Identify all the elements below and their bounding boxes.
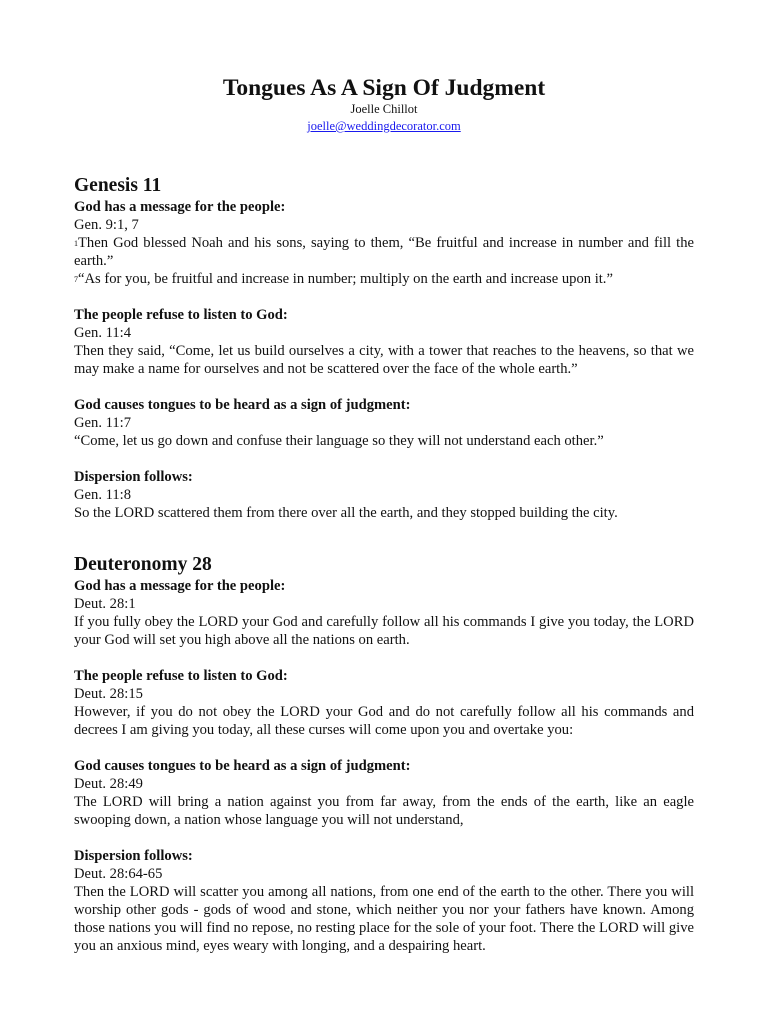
verse-body: Then God blessed Noah and his sons, saying to them, “Be fruitful and increase in number and fill the earth.” — [74, 235, 694, 269]
subsection-heading: God has a message for the people: — [74, 199, 286, 215]
subsection-message — [74, 198, 694, 288]
subsection-heading: God has a message for the people: — [74, 578, 286, 594]
subsection-dispersion — [74, 847, 694, 955]
scripture-reference: Deut. 28:64-65 — [74, 866, 163, 882]
section-genesis-11 — [74, 174, 694, 522]
subsection-heading: Dispersion follows: — [74, 469, 193, 485]
scripture-text: So the LORD scattered them from there over all the earth, and they stopped building the city. — [74, 505, 618, 521]
subsection-message — [74, 577, 694, 649]
verse-text — [74, 270, 694, 288]
scripture-reference: Gen. 11:4 — [74, 325, 132, 341]
verse-number: 1 — [74, 239, 78, 248]
scripture-reference: Deut. 28:15 — [74, 686, 143, 702]
scripture-text: If you fully obey the LORD your God and carefully follow all his commands I give you today, the LORD your God will set you high above all the nations on earth. — [74, 614, 694, 648]
scripture-text: Then the LORD will scatter you among all nations, from one end of the earth to the other. There you will worship other gods - gods of wood and stone, which neither you nor your fathers have known. Among those nations you will find no repose, no resting place for the sole of your foot. There the LORD will give you an anxious mind, eyes weary with longing, and a despairing heart. — [74, 884, 694, 954]
subsection-refuse — [74, 667, 694, 739]
author-email-link[interactable]: joelle@weddingdecorator.com — [307, 119, 461, 133]
chapter-heading: Genesis 11 — [74, 175, 162, 196]
subsection-heading: God causes tongues to be heard as a sign of judgment: — [74, 758, 411, 774]
scripture-reference: Gen. 11:8 — [74, 487, 132, 503]
subsection-tongues — [74, 757, 694, 829]
scripture-reference: Deut. 28:49 — [74, 776, 143, 792]
scripture-reference: Gen. 11:7 — [74, 415, 132, 431]
subsection-refuse — [74, 306, 694, 378]
subsection-heading: The people refuse to listen to God: — [74, 307, 288, 323]
verse-number: 7 — [74, 275, 78, 284]
subsection-heading: God causes tongues to be heard as a sign of judgment: — [74, 397, 411, 413]
scripture-text: Then they said, “Come, let us build ourselves a city, with a tower that reaches to the heavens, so that we may make a name for ourselves and not be scattered over the face of the whole earth.” — [74, 343, 694, 377]
subsection-dispersion — [74, 468, 694, 522]
scripture-reference: Gen. 9:1, 7 — [74, 217, 139, 233]
scripture-text: The LORD will bring a nation against you from far away, from the ends of the earth, like an eagle swooping down, a nation whose language you will not understand, — [74, 794, 694, 828]
verse-text — [74, 234, 694, 270]
scripture-reference: Deut. 28:1 — [74, 596, 136, 612]
document-title: Tongues As A Sign Of Judgment — [222, 75, 546, 101]
chapter-heading: Deuteronomy 28 — [74, 554, 212, 575]
scripture-text: “Come, let us go down and confuse their language so they will not understand each other.” — [74, 433, 604, 449]
section-deuteronomy-28 — [74, 553, 694, 955]
subsection-tongues — [74, 396, 694, 450]
document-header — [0, 74, 768, 135]
subsection-heading: Dispersion follows: — [74, 848, 193, 864]
author-name: Joelle Chillot — [350, 102, 418, 116]
verse-body: “As for you, be fruitful and increase in number; multiply on the earth and increase upon it.” — [78, 271, 613, 287]
scripture-text: However, if you do not obey the LORD your God and do not carefully follow all his commands and decrees I am giving you today, all these curses will come upon you and overtake you: — [74, 704, 694, 738]
subsection-heading: The people refuse to listen to God: — [74, 668, 288, 684]
